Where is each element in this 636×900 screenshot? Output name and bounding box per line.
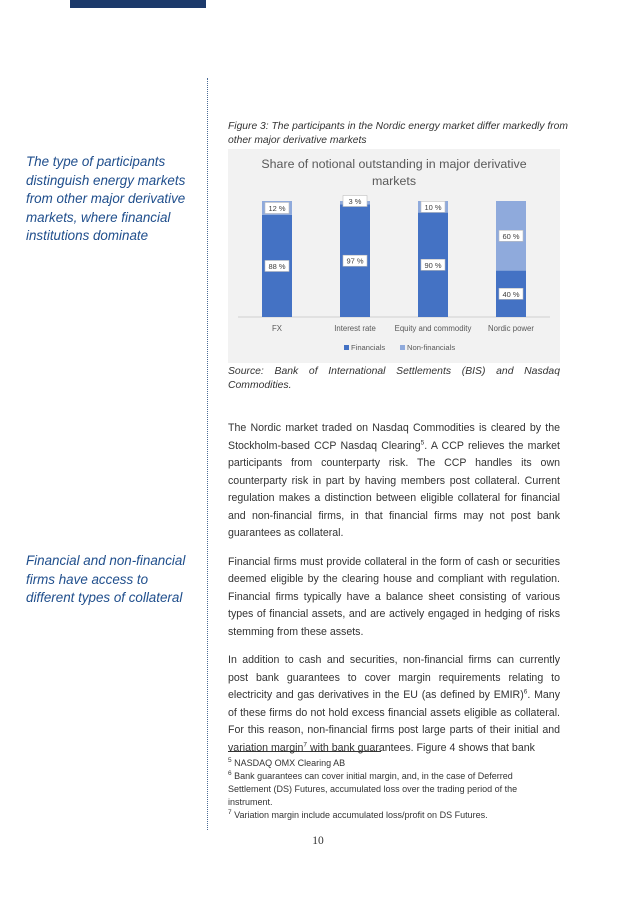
data-label: 60 % <box>502 231 520 241</box>
figure-caption: Figure 3: The participants in the Nordic energy market differ markedly from other major derivative markets <box>228 121 568 146</box>
footnote-text: Variation margin include accumulated loss/profit on DS Futures. <box>231 810 488 821</box>
footnote-text: NASDAQ OMX Clearing AB <box>231 758 346 768</box>
legend-swatch <box>400 345 405 350</box>
footnote-number: 7 <box>228 809 232 817</box>
data-label: 10 % <box>424 202 442 212</box>
header-accent-bar <box>70 0 206 8</box>
chart-container <box>228 149 560 363</box>
data-label: 40 % <box>502 289 520 299</box>
footnote-ref-6: 6 <box>523 688 528 696</box>
margin-divider <box>207 78 208 830</box>
footnote-6 <box>228 770 558 809</box>
legend-swatch <box>344 345 349 350</box>
stacked-bar-chart <box>228 149 560 363</box>
side-note-participants: The type of participants distinguish energy markets from other major derivative markets, where financial institutions dominate <box>26 154 186 244</box>
footnote-number: 5 <box>228 757 232 764</box>
paragraph-1 <box>228 420 560 543</box>
data-label: 88 % <box>268 261 286 271</box>
footnote-ref-7: 7 <box>303 740 307 748</box>
side-note-collateral: Financial and non-financial firms have access to different types of collateral <box>26 553 186 606</box>
paragraph-3-text-b: . Many of these firms do not hold excess financial assets eligible as collateral. For this reason, non-financial firms post large parts of their initial and variation margin <box>228 689 560 754</box>
legend-label: Financials <box>351 343 386 352</box>
paragraph-2: Financial firms must provide collateral in the form of cash or securities deemed eligible by the clearing house and compliant with regulation. Financial firms typically have a balance sheet consisting of various types of financial assets, and are actively engaged in hedging of risks stemming from these assets. <box>228 555 560 638</box>
paragraph-3-text-a: In addition to cash and securities, non-financial firms can currently post bank guarantees to cover margin requirements relating to electricity and gas derivatives in the EU (as defined by EMIR) <box>228 654 560 701</box>
footnote-7 <box>228 809 558 822</box>
legend-label: Non-financials <box>407 343 456 352</box>
x-tick-label: Nordic power <box>488 324 534 333</box>
paragraph-1-text-b: . A CCP relieves the market participants from counterparty risk. The CCP handles its own counterparty risk in part by having members post collateral. Current regulation makes a distinction between eligible collateral for financial and non-financial firms, in that financial firms may not post bank guarantees as collateral. <box>228 439 560 539</box>
data-label: 90 % <box>424 260 442 270</box>
paragraph-1-text-a: The Nordic market traded on Nasdaq Commodities is cleared by the Stockholm-based CCP Nasdaq Clearing <box>228 422 560 452</box>
footnotes <box>228 757 558 822</box>
page-number: 10 <box>312 835 324 847</box>
body-text <box>228 420 560 768</box>
chart-title-line2: markets <box>371 174 417 188</box>
data-label: 97 % <box>346 256 364 266</box>
x-tick-label: FX <box>272 324 282 333</box>
x-tick-label: Equity and commodity <box>394 324 472 333</box>
chart-title-line1: Share of notional outstanding in major derivative <box>261 157 527 171</box>
paragraph-3 <box>228 652 560 757</box>
footnote-text: Bank guarantees can cover initial margin, and, in the case of Deferred Settlement (DS) Futures, accumulated loss over the trading period of the instrument. <box>228 771 518 808</box>
data-label: 12 % <box>268 203 286 213</box>
figure-source: Source: Bank of International Settlements (BIS) and Nasdaq Commodities. <box>228 366 560 391</box>
footnote-ref-5: 5 <box>420 438 425 446</box>
footnote-5 <box>228 757 558 770</box>
paragraph-3-text-c: with bank guarantees. Figure 4 shows that bank <box>307 741 535 754</box>
footnote-number: 6 <box>228 770 232 778</box>
data-label: 3 % <box>348 197 362 206</box>
x-tick-label: Interest rate <box>334 324 376 333</box>
footnote-separator <box>228 751 381 752</box>
